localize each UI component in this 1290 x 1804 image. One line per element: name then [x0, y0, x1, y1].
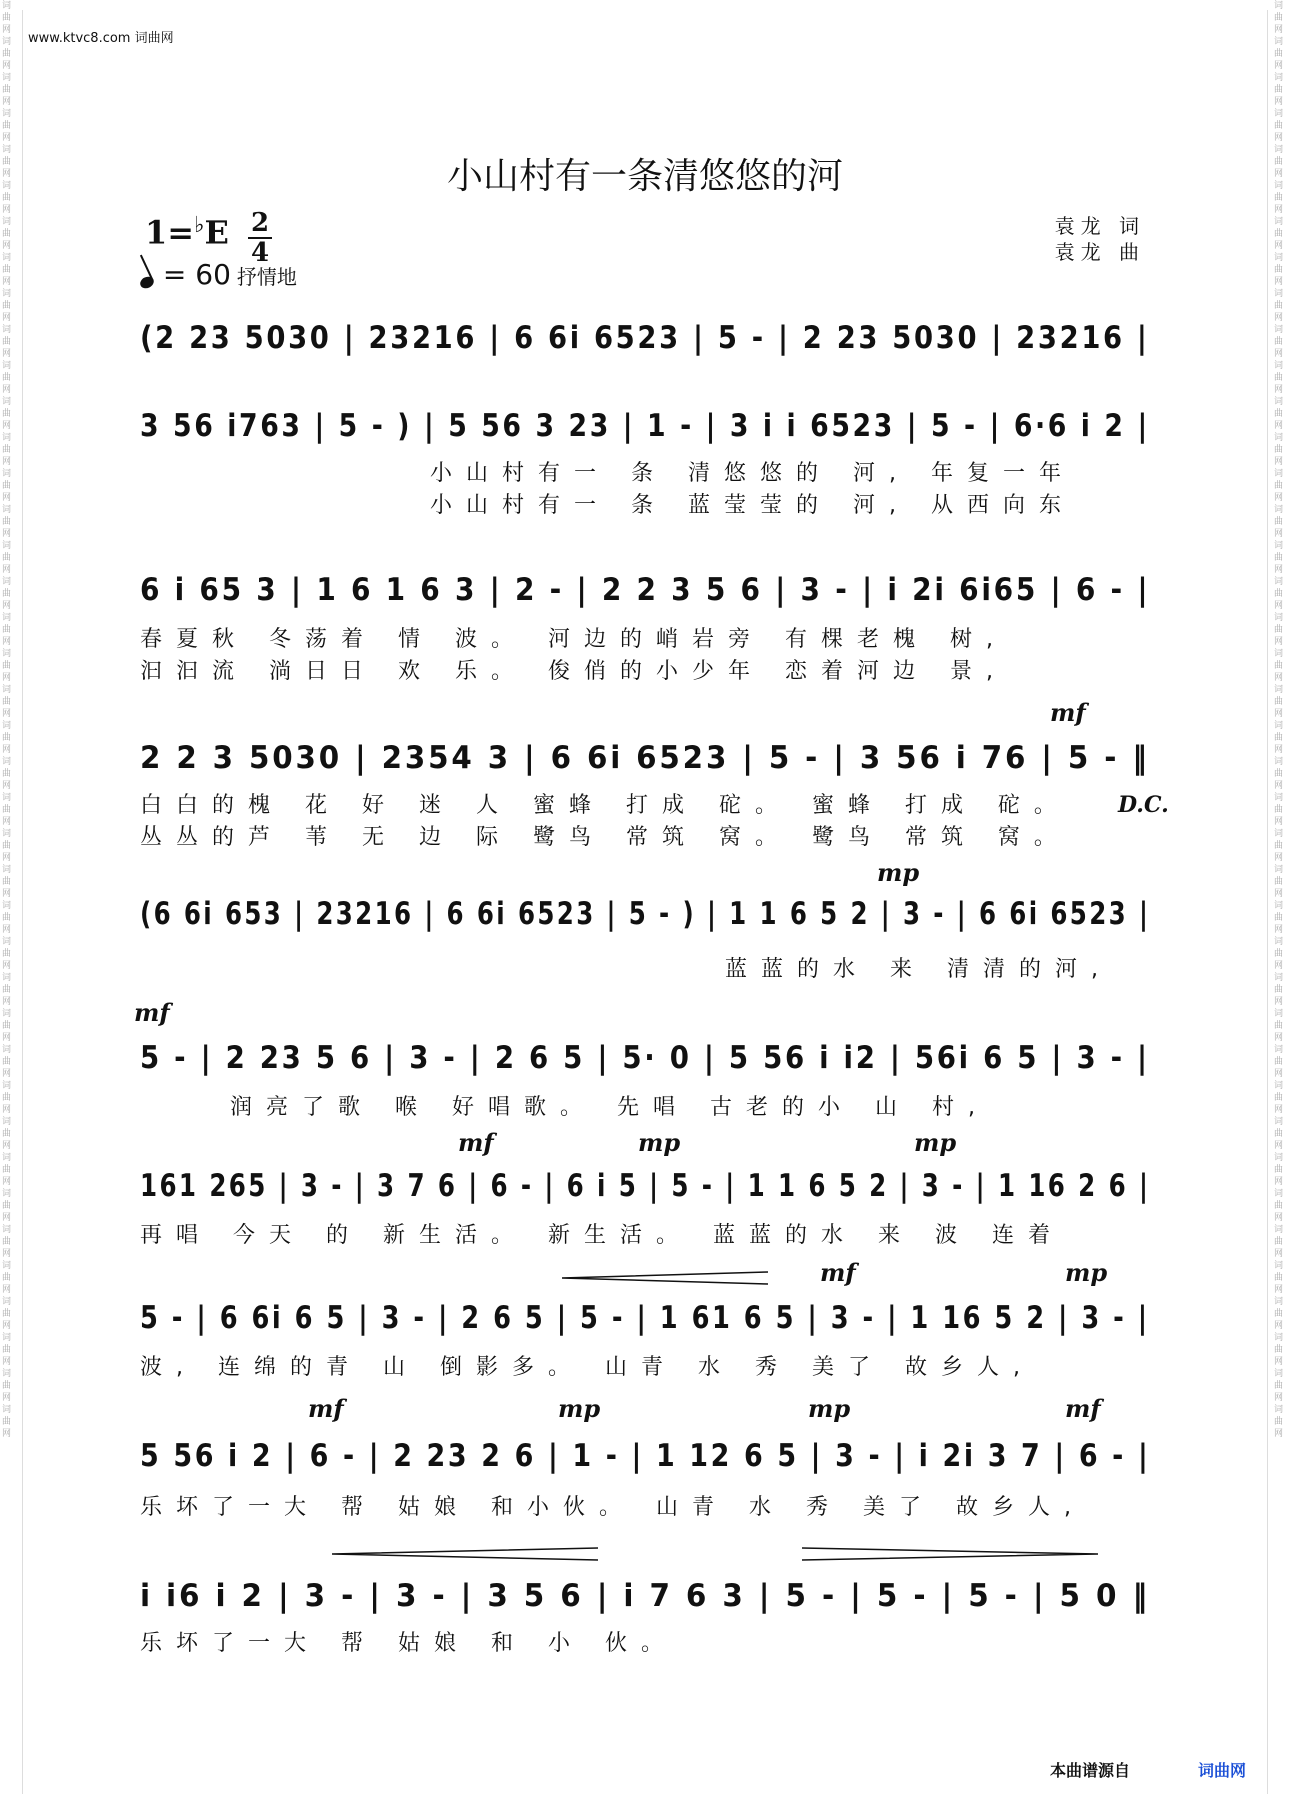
- site-url: www.ktvc8.com 词曲网: [28, 31, 174, 46]
- crescendo-hairpin: [330, 1546, 600, 1560]
- lyric-verse-1: 白白的槐 花 好 迷 人 蜜蜂 打成 砣。 蜜蜂 打成 砣。: [140, 793, 1070, 818]
- notation-line: 5 - | 6 6i 6 5 | 3 - | 2 6 5 | 5 - | 1 61 6 5 | 3 - | 1 16 5 2 | 3 - |: [140, 1300, 1150, 1336]
- lyric-line: 波, 连绵的青 山 倒影多。 山青 水 秀 美了 故乡人,: [140, 1355, 1034, 1380]
- dynamic-marking: mf: [458, 1128, 494, 1157]
- lyric-line: 再唱 今天 的 新生活。 新生活。 蓝蓝的水 来 波 连着: [140, 1223, 1064, 1248]
- notation-line: (6 6i 653 | 23216 | 6 6i 6523 | 5 - ) | 1 1 6 5 2 | 3 - | 6 6i 6523 |: [140, 896, 1151, 932]
- time-signature-top: 2: [250, 208, 270, 238]
- notation-line: i i6 i 2 | 3 - | 3 - | 3 5 6 | i 7 6 3 | 5 - | 5 - | 5 - | 5 0 ‖: [140, 1578, 1151, 1614]
- tempo-marking: [140, 258, 297, 291]
- song-title: 小山村有一条清悠悠的河: [446, 156, 843, 197]
- dynamic-marking: mf: [820, 1258, 856, 1287]
- lyricist-credit: 袁龙 词: [1054, 214, 1145, 238]
- da-capo-marking: D.C.: [1118, 792, 1169, 818]
- lyric-verse-2: 汩汩流 淌日日 欢 乐。 俊俏的小少年 恋着河边 景,: [140, 659, 1007, 684]
- dynamic-marking: mf: [308, 1394, 344, 1423]
- dynamic-marking: mf: [1050, 698, 1086, 727]
- dynamic-marking: mp: [558, 1394, 601, 1423]
- notation-line: 2 2 3 5030 | 2354 3 | 6 6i 6523 | 5 - | 3 56 i 76 | 5 - ‖: [140, 740, 1150, 776]
- dynamic-marking: mf: [1065, 1394, 1101, 1423]
- lyric-verse-1: 小山村有一 条 清悠悠的 河, 年复一年: [430, 461, 1075, 486]
- footer-source-label: 本曲谱源自: [1050, 1761, 1131, 1780]
- dynamic-marking: mf: [134, 998, 170, 1027]
- lyric-line: 蓝蓝的水 来 清清的河,: [725, 957, 1112, 982]
- notation-line: 161 265 | 3 - | 3 7 6 | 6 - | 6 i 5 | 5 - | 1 1 6 5 2 | 3 - | 1 16 2 6 |: [140, 1168, 1151, 1204]
- composer-credit: 袁龙 曲: [1054, 240, 1145, 264]
- side-watermark-right: 词曲网词曲网词曲网词曲网词曲网词曲网词曲网词曲网词曲网词曲网词曲网词曲网词曲网词曲网词曲网词曲网词曲网词曲网词曲网词曲网词曲网词曲网词曲网词曲网词曲网词曲网词曲网词曲网词曲网词曲网词曲网词曲网词曲网词曲网词曲网词曲网词曲网词曲网词曲网词曲网: [1274, 1, 1284, 1439]
- lyric-line: 乐坏了一大 帮 姑娘 和小伙。 山青 水 秀 美了 故乡人,: [140, 1495, 1085, 1520]
- notation-line: 5 - | 2 23 5 6 | 3 - | 2 6 5 | 5· 0 | 5 56 i i2 | 56i 6 5 | 3 - |: [140, 1040, 1150, 1076]
- quarter-note-icon: [138, 275, 155, 291]
- lyric-verse-2: 丛丛的芦 苇 无 边 际 鹭鸟 常筑 窝。 鹭鸟 常筑 窝。: [140, 825, 1070, 850]
- dynamic-marking: mp: [638, 1128, 681, 1157]
- dynamic-marking: mp: [1065, 1258, 1108, 1287]
- crescendo-hairpin: [560, 1270, 770, 1284]
- lyric-verse-2: 小山村有一 条 蓝莹莹的 河, 从西向东: [430, 493, 1075, 518]
- tempo-mood: 抒情地: [236, 265, 297, 289]
- side-watermark-left: 词曲网词曲网词曲网词曲网词曲网词曲网词曲网词曲网词曲网词曲网词曲网词曲网词曲网词曲网词曲网词曲网词曲网词曲网词曲网词曲网词曲网词曲网词曲网词曲网词曲网词曲网词曲网词曲网词曲网词曲网词曲网词曲网词曲网词曲网词曲网词曲网词曲网词曲网词曲网词曲网: [2, 1, 12, 1439]
- notation-line: (2 23 5030 | 23216 | 6 6i 6523 | 5 - | 2 23 5030 | 23216 |: [140, 320, 1150, 356]
- dynamic-marking: mp: [808, 1394, 851, 1423]
- lyric-line: 润亮了歌 喉 好唱歌。 先唱 古老的小 山 村,: [230, 1095, 989, 1120]
- tempo-value: = 60: [162, 258, 231, 291]
- notation-line: 6 i 65 3 | 1 6 1 6 3 | 2 - | 2 2 3 5 6 | 3 - | i 2i 6i65 | 6 - |: [140, 572, 1151, 608]
- time-signature-bottom: 4: [250, 238, 270, 268]
- notation-line: 5 56 i 2 | 6 - | 2 23 2 6 | 1 - | 1 12 6 5 | 3 - | i 2i 3 7 | 6 - |: [140, 1438, 1151, 1474]
- key-letter: E: [204, 213, 229, 252]
- notation-line: 3 56 i763 | 5 - ) | 5 56 3 23 | 1 - | 3 i i 6523 | 5 - | 6·6 i 2 |: [140, 408, 1150, 444]
- lyric-line: 乐坏了一大 帮 姑娘 和 小 伙。: [140, 1631, 677, 1656]
- footer-site-link[interactable]: 词曲网: [1198, 1761, 1247, 1780]
- dynamic-marking: mp: [877, 858, 920, 887]
- key-prefix: 1=: [145, 213, 195, 252]
- flat-sign: ♭: [194, 212, 205, 238]
- dynamic-marking: mp: [914, 1128, 957, 1157]
- key-signature: [145, 212, 229, 252]
- lyric-verse-1: 春夏秋 冬荡着 情 波。 河边的峭岩旁 有棵老槐 树,: [140, 627, 1007, 652]
- decrescendo-hairpin: [800, 1546, 1100, 1560]
